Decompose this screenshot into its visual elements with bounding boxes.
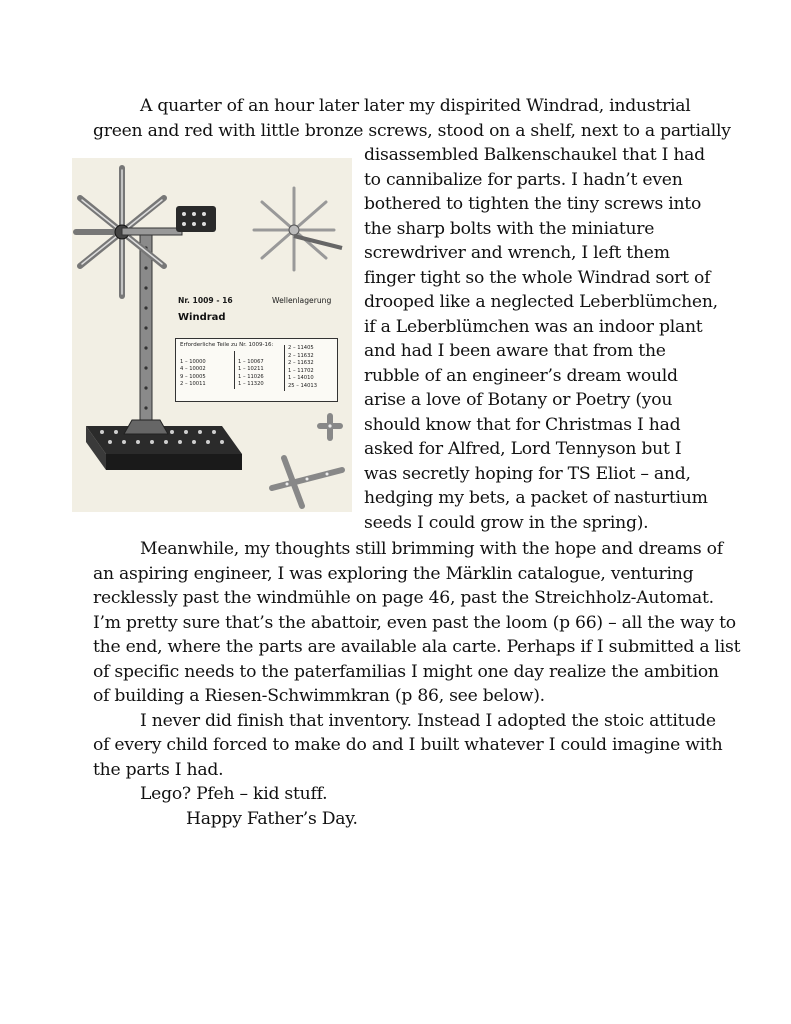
parts-entry: 2 – 11405	[288, 345, 314, 351]
parts-column-2	[234, 351, 264, 389]
text-line: I never did finish that inventory. Instead I adopted the stoic attitude	[140, 710, 716, 731]
text-line: Meanwhile, my thoughts still brimming with the hope and dreams of	[140, 539, 723, 559]
text-line: was secretly hoping for TS Eliot – and,	[364, 463, 691, 484]
text-line: hedging my bets, a packet of nasturtium	[364, 488, 708, 508]
body-text-lower	[93, 537, 741, 831]
model-note: Wellenlagerung	[272, 296, 332, 305]
model-number: Nr. 1009 - 16	[178, 296, 233, 305]
parts-entry: 1 – 14010	[288, 375, 314, 382]
text-line: A quarter of an hour later later my dispirited Windrad, industrial	[140, 96, 691, 116]
text-line: arise a love of Botany or Poetry (you	[364, 390, 673, 410]
windrad-catalog-figure	[72, 158, 352, 512]
text-line: rubble of an engineer’s dream would	[364, 365, 678, 386]
text-line: drooped like a neglected Leberblümchen,	[364, 292, 718, 312]
closing-line: Happy Father’s Day.	[186, 808, 358, 829]
text-line: should know that for Christmas I had	[364, 414, 681, 435]
text-line: seeds I could grow in the spring).	[364, 512, 649, 533]
parts-entry: 1 – 11320	[238, 381, 264, 388]
parts-entry: 25 – 14013	[288, 382, 317, 389]
text-line: the end, where the parts are available ala carte. Perhaps if I submitted a list	[93, 637, 741, 657]
text-line: the parts I had.	[93, 759, 224, 780]
parts-column-3	[284, 345, 317, 391]
parts-list-box	[175, 338, 338, 402]
parts-entry: 1 – 10067	[238, 358, 264, 365]
parts-entry: 2 – 11632	[288, 360, 314, 367]
model-name: Windrad	[178, 312, 226, 323]
text-line: screwdriver and wrench, I left them	[364, 243, 670, 263]
text-line: I’m pretty sure that’s the abattoir, even past the loom (p 66) – all the way to	[93, 612, 736, 633]
paragraph-1-top	[93, 94, 731, 143]
parts-entry: 2 – 11632	[288, 352, 314, 359]
text-line: asked for Alfred, Lord Tennyson but I	[364, 439, 682, 459]
text-line: of specific needs to the paterfamilias I might one day realize the ambition	[93, 661, 719, 682]
text-line: of building a Riesen-Schwimmkran (p 86, see below).	[93, 686, 545, 706]
text-line: of every child forced to make do and I built whatever I could imagine with	[93, 735, 723, 755]
text-line: an aspiring engineer, I was exploring the Märklin catalogue, venturing	[93, 563, 694, 584]
windrad-illustration	[72, 158, 352, 512]
text-line: the sharp bolts with the miniature	[364, 218, 655, 239]
parts-entry	[180, 351, 206, 359]
paragraph-1-wrapped	[364, 143, 718, 535]
text-line: finger tight so the whole Windrad sort of	[364, 267, 711, 288]
text-line: disassembled Balkenschaukel that I had	[364, 145, 705, 165]
parts-entry: 9 – 10005	[180, 373, 206, 380]
parts-column-1	[180, 351, 206, 389]
parts-heading: Erforderliche Teile zu Nr. 1009-16:	[180, 342, 274, 348]
parts-entry: 1 – 10000	[180, 358, 206, 365]
text-line: if a Leberblümchen was an indoor plant	[364, 316, 703, 337]
parts-entry: 4 – 10002	[180, 366, 206, 373]
text-line: recklessly past the windmühle on page 46, past the Streichholz-Automat.	[93, 588, 714, 608]
text-line: and had I been aware that from the	[364, 341, 666, 361]
parts-entry: 1 – 10211	[238, 366, 264, 373]
text-line: bothered to tighten the tiny screws into	[364, 194, 702, 214]
parts-entry: 2 – 10011	[180, 381, 206, 388]
parts-entry: 1 – 11702	[288, 367, 314, 374]
text-line: Lego? Pfeh – kid stuff.	[140, 784, 328, 804]
text-line: green and red with little bronze screws, stood on a shelf, next to a partially	[93, 120, 731, 141]
parts-entry	[238, 351, 264, 359]
parts-entry: 1 – 11026	[238, 373, 264, 380]
text-line: to cannibalize for parts. I hadn’t even	[364, 169, 683, 190]
